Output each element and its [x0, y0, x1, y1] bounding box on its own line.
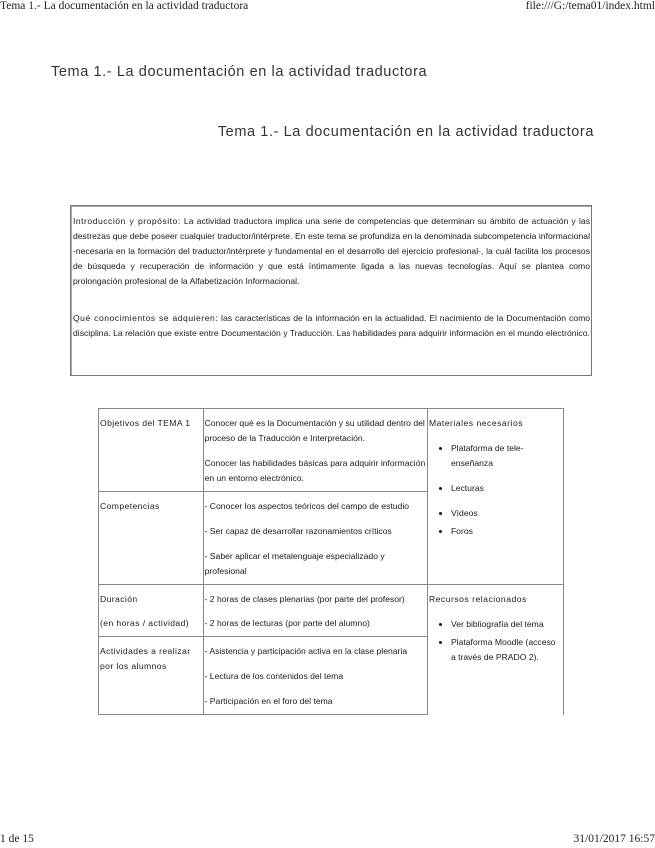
- objectives-cell: [203, 409, 427, 492]
- duration-label-cell: [99, 585, 204, 637]
- knowledge-text: las características de la información en la actualidad. El nacimiento de la Documentación como disciplina. La relación que existe entre Documentación y Traducción. Las habilidades para adquirir información en el mundo electrónico.: [73, 313, 591, 338]
- table-row: [99, 585, 564, 637]
- duration-sublabel: (en horas / actividad): [100, 618, 190, 628]
- materials-list: [429, 441, 562, 539]
- objectives-label: Objetivos del TEMA 1: [99, 409, 204, 492]
- print-timestamp: 31/01/2017 16:57: [573, 833, 655, 845]
- activities-cell: [203, 637, 427, 715]
- duration-item: - 2 horas de clases plenarias (por parte del profesor): [204, 594, 405, 604]
- activity-item: - Asistencia y participación activa en la clase plenaria: [204, 646, 408, 656]
- competencies-cell: [203, 492, 427, 585]
- competencies-label: Competencias: [99, 492, 204, 585]
- table-row: [99, 409, 564, 492]
- list-item: • Lecturas: [451, 481, 562, 496]
- objective-item: Conocer las habilidades básicas para adquirir información en un entorno electrónico.: [204, 458, 426, 483]
- print-page-title: Tema 1.- La documentación en la actividad traductora: [0, 0, 249, 12]
- list-item: • Foros: [451, 524, 562, 539]
- page-heading-top: Tema 1.- La documentación en la actividad traductora: [51, 64, 428, 80]
- competency-item: - Saber aplicar el metalenguaje especializado y profesional: [204, 551, 385, 576]
- print-page-url: file:///G:/tema01/index.html: [525, 0, 655, 12]
- intro-paragraph: [73, 214, 590, 289]
- list-item: • Ver bibliografía del tema: [451, 617, 562, 632]
- duration-cell: [203, 585, 427, 637]
- intro-text: La actividad traductora implica una serie de competencias que determinan su ámbito de actuación y las destrezas que debe poseer cualquier traductor/intérprete. En este tema se profundiza en la denominada subcompetencia informacional -necesaria en la formación del traductor/intérprete y fundamental en el desarrollo del ejercicio profesional-, la cuál facilita los procesos de búsqueda y recuperación de información y que está íntimamente ligada a las nuevas tecnologías. Aquí se plantea como prolongación profesional de la Alfabetización Informacional.: [73, 216, 590, 286]
- list-item: • Plataforma de tele-enseñanza: [451, 441, 562, 471]
- duration-label: Duración: [100, 594, 138, 604]
- list-item: • Vídeos: [451, 506, 562, 521]
- course-info-table: [98, 408, 564, 715]
- duration-item: - 2 horas de lecturas (por parte del alumno): [204, 618, 370, 628]
- activity-item: - Participación en el foro del tema: [204, 696, 333, 706]
- resources-label: Recursos relacionados: [428, 594, 527, 604]
- knowledge-paragraph: [73, 311, 590, 341]
- page-heading-right: Tema 1.- La documentación en la actividad traductora: [217, 124, 594, 140]
- materials-cell: [427, 409, 563, 585]
- resources-list: [429, 617, 562, 665]
- activities-label: Actividades a realizar por los alumnos: [99, 637, 204, 715]
- activity-item: - Lectura de los contenidos del tema: [204, 671, 344, 681]
- objective-item: Conocer qué es la Documentación y su utilidad dentro del proceso de la Traducción e Interpretación.: [204, 418, 425, 443]
- materials-label: Materiales necesarios: [428, 418, 524, 428]
- intro-label: Introducción y propósito:: [73, 216, 181, 226]
- competency-item: - Conocer los aspectos teóricos del campo de estudio: [204, 501, 410, 511]
- print-page-count: 1 de 15: [0, 833, 34, 845]
- knowledge-label: Qué conocimientos se adquieren:: [73, 313, 219, 323]
- resources-cell: [427, 585, 563, 715]
- competency-item: - Ser capaz de desarrollar razonamientos críticos: [204, 526, 392, 536]
- intro-box: [70, 205, 592, 376]
- list-item: • Plataforma Moodle (acceso a través de PRADO 2).: [451, 635, 562, 665]
